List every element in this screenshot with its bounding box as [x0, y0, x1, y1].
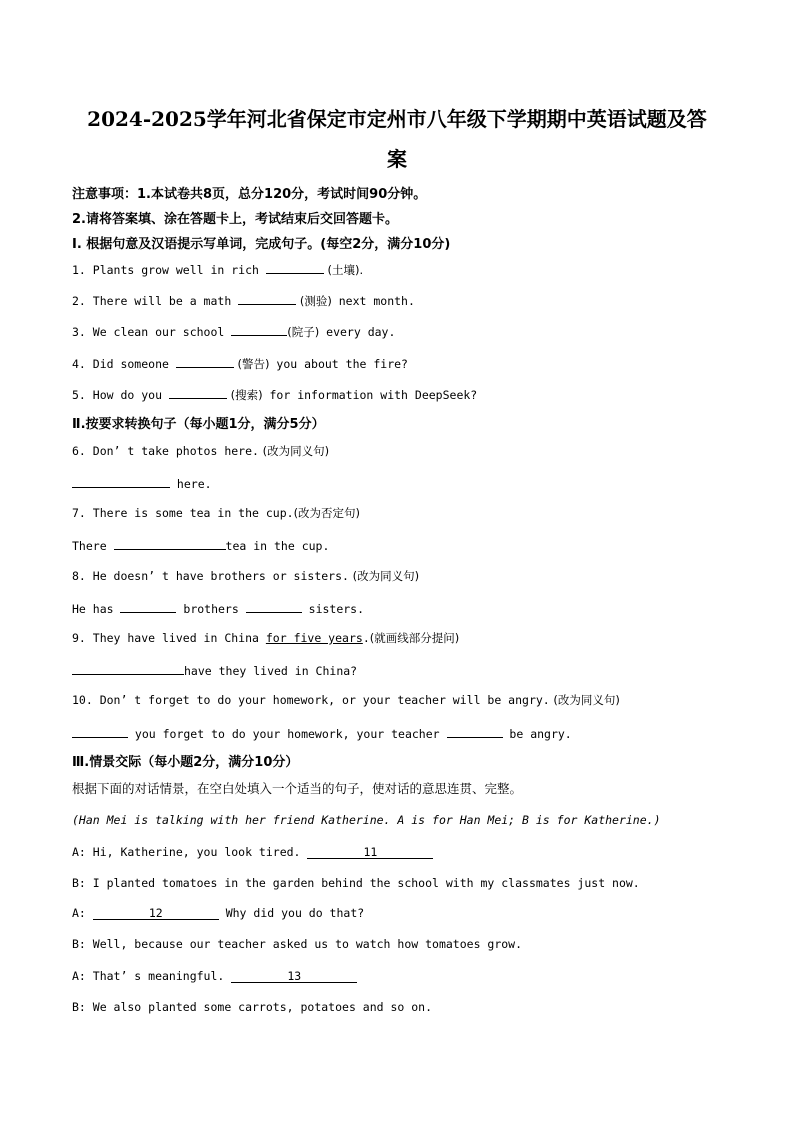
answer-blank[interactable] [120, 601, 176, 613]
question-10-answer: you forget to do your homework, your teacher be angry. [72, 726, 572, 741]
dialogue-line-1: A: Hi, Katherine, you look tired. 11 [72, 845, 433, 859]
question-6: 6. Don’ t take photos here. (改为同义句) [72, 444, 330, 458]
question-3: 3. We clean our school (院子) every day. [72, 325, 396, 339]
question-5: 5. How do you (搜索) for information with DeepSeek? [72, 388, 478, 402]
answer-blank[interactable] [72, 476, 170, 488]
document-title-continued: 案 [387, 147, 407, 171]
answer-blank[interactable] [447, 726, 503, 738]
dialogue-context: (Han Mei is talking with her friend Katherine. A is for Han Mei; B is for Katherine.) [72, 813, 661, 827]
document-title: 2024-2025学年河北省保定市定州市八年级下学期期中英语试题及答 [87, 107, 707, 131]
answer-blank[interactable] [114, 538, 226, 550]
notice-line-2: 2.请将答案填、涂在答题卡上，考试结束后交回答题卡。 [72, 212, 398, 227]
question-8-answer: He has brothers sisters. [72, 602, 365, 616]
answer-blank[interactable] [231, 324, 287, 336]
section-1-heading: Ⅰ. 根据句意及汉语提示写单词，完成句子。(每空2分，满分10分) [72, 237, 451, 252]
answer-blank[interactable] [72, 663, 184, 675]
section-3-heading: Ⅲ.情景交际（每小题2分，满分10分） [72, 755, 299, 770]
answer-blank[interactable] [169, 387, 227, 399]
dialogue-line-5: A: That’ s meaningful. 13 [72, 969, 357, 983]
question-1: 1. Plants grow well in rich (土壤). [72, 263, 364, 277]
question-2: 2. There will be a math (测验) next month. [72, 294, 415, 308]
question-9: 9. They have lived in China for five years.(就画线部分提问) [72, 631, 460, 645]
answer-blank[interactable] [176, 356, 234, 368]
answer-blank[interactable] [238, 293, 296, 305]
question-8: 8. He doesn’ t have brothers or sisters. (改为同义句) [72, 569, 420, 583]
question-9-answer: have they lived in China? [72, 663, 357, 678]
dialogue-line-3: A: 12 Why did you do that? [72, 906, 365, 920]
dialogue-line-4: B: Well, because our teacher asked us to watch how tomatoes grow. [72, 937, 523, 951]
answer-blank[interactable] [246, 601, 302, 613]
dialogue-line-6: B: We also planted some carrots, potatoes and so on. [72, 1000, 433, 1014]
answer-blank[interactable] [72, 726, 128, 738]
question-7-answer: There tea in the cup. [72, 539, 330, 553]
section-3-instruction: 根据下面的对话情景，在空白处填入一个适当的句子，使对话的意思连贯、完整。 [72, 781, 523, 796]
dialogue-line-2: B: I planted tomatoes in the garden behind the school with my classmates just now. [72, 876, 640, 890]
answer-blank[interactable] [266, 262, 324, 274]
question-7: 7. There is some tea in the cup.(改为否定句) [72, 506, 361, 520]
notice-line-1: 注意事项：1.本试卷共8页，总分120分，考试时间90分钟。 [72, 187, 427, 202]
question-4: 4. Did someone (警告) you about the fire? [72, 357, 408, 371]
answer-blank-13[interactable]: 13 [231, 971, 357, 983]
answer-blank-12[interactable]: 12 [93, 908, 219, 920]
question-10: 10. Don’ t forget to do your homework, or your teacher will be angry. (改为同义句) [72, 693, 620, 707]
question-6-answer: here. [72, 476, 212, 491]
section-2-heading: Ⅱ.按要求转换句子（每小题1分，满分5分） [72, 417, 325, 432]
answer-blank-11[interactable]: 11 [307, 847, 433, 859]
underlined-phrase: for five years [265, 631, 363, 645]
